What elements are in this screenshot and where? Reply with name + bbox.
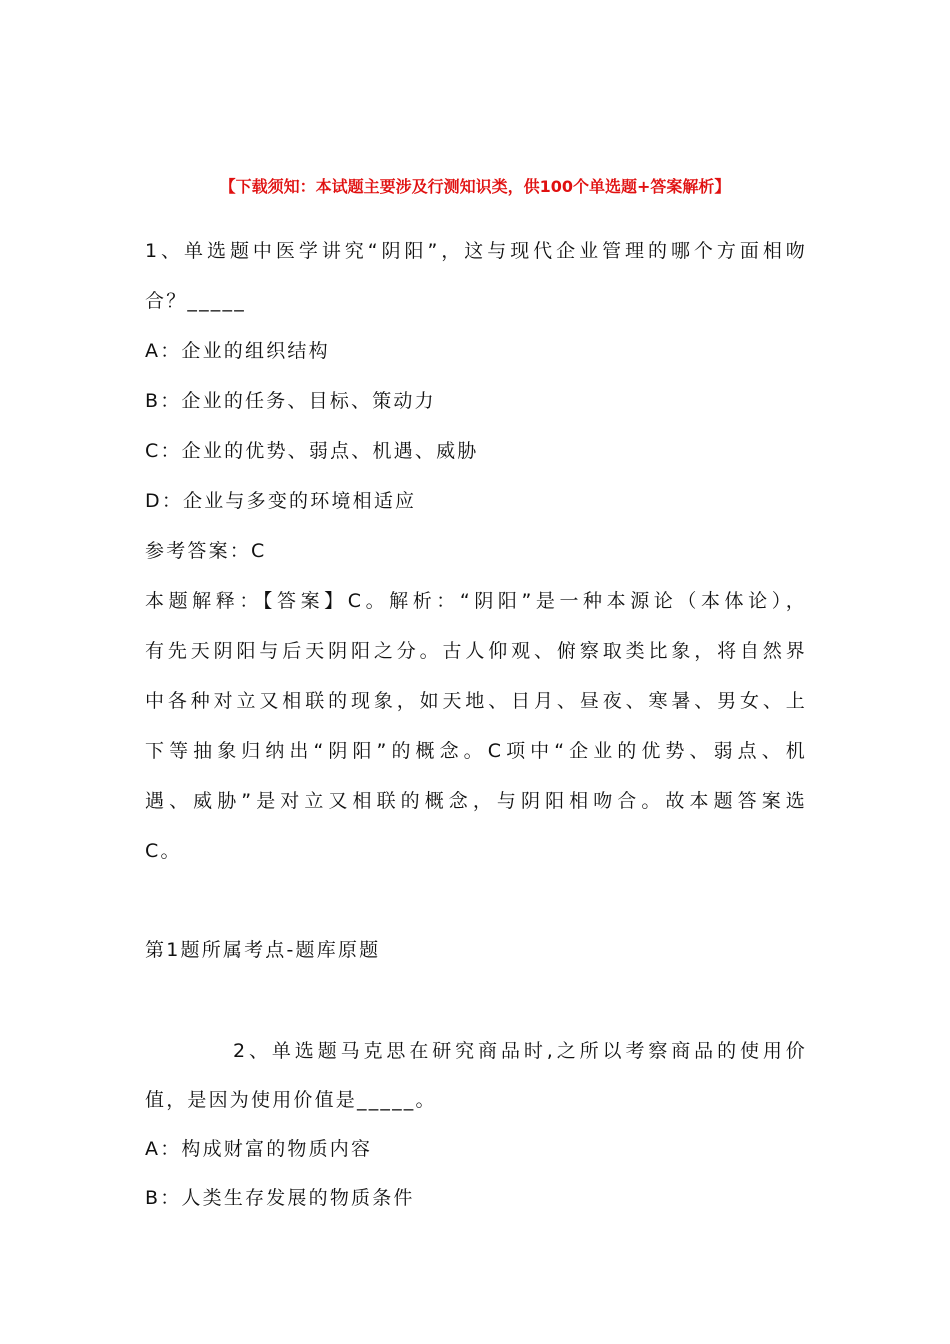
q1-option-d: D：企业与多变的环境相适应 <box>145 490 417 512</box>
q1-explanation-line: 下等抽象归纳出“阴阳”的概念。C项中“企业的优势、弱点、机 <box>145 740 807 762</box>
q1-explanation-line: 遇、威胁”是对立又相联的概念，与阴阳相吻合。故本题答案选 <box>145 790 807 812</box>
q2-question-line2: 值，是因为使用价值是_____。 <box>145 1089 437 1111</box>
q1-answer: 参考答案：C <box>145 540 267 562</box>
q2-question-line1: 2、单选题马克思在研究商品时,之所以考察商品的使用价 <box>233 1040 807 1062</box>
q2-option-a: A：构成财富的物质内容 <box>145 1138 373 1160</box>
q1-explanation-line: 中各种对立又相联的现象，如天地、日月、昼夜、寒暑、男女、上 <box>145 690 807 712</box>
q1-option-a: A：企业的组织结构 <box>145 340 330 362</box>
q1-question-line1: 1、单选题中医学讲究“阴阳”，这与现代企业管理的哪个方面相吻 <box>145 240 807 262</box>
q1-option-c: C：企业的优势、弱点、机遇、威胁 <box>145 440 479 462</box>
q1-topic: 第1题所属考点-题库原题 <box>145 939 381 961</box>
q1-option-b: B：企业的任务、目标、策动力 <box>145 390 436 412</box>
q1-explanation-line: C。 <box>145 840 182 862</box>
q1-explanation-line: 本题解释：【答案】C。解析：“阴阳”是一种本源论（本体论）， <box>145 590 807 612</box>
q2-option-b: B：人类生存发展的物质条件 <box>145 1187 415 1209</box>
download-notice: 【下载须知：本试题主要涉及行测知识类，供100个单选题+答案解析】 <box>219 177 731 196</box>
q1-explanation-line: 有先天阴阳与后天阴阳之分。古人仰观、俯察取类比象，将自然界 <box>145 640 807 662</box>
q1-question-line2: 合？_____ <box>145 290 246 312</box>
